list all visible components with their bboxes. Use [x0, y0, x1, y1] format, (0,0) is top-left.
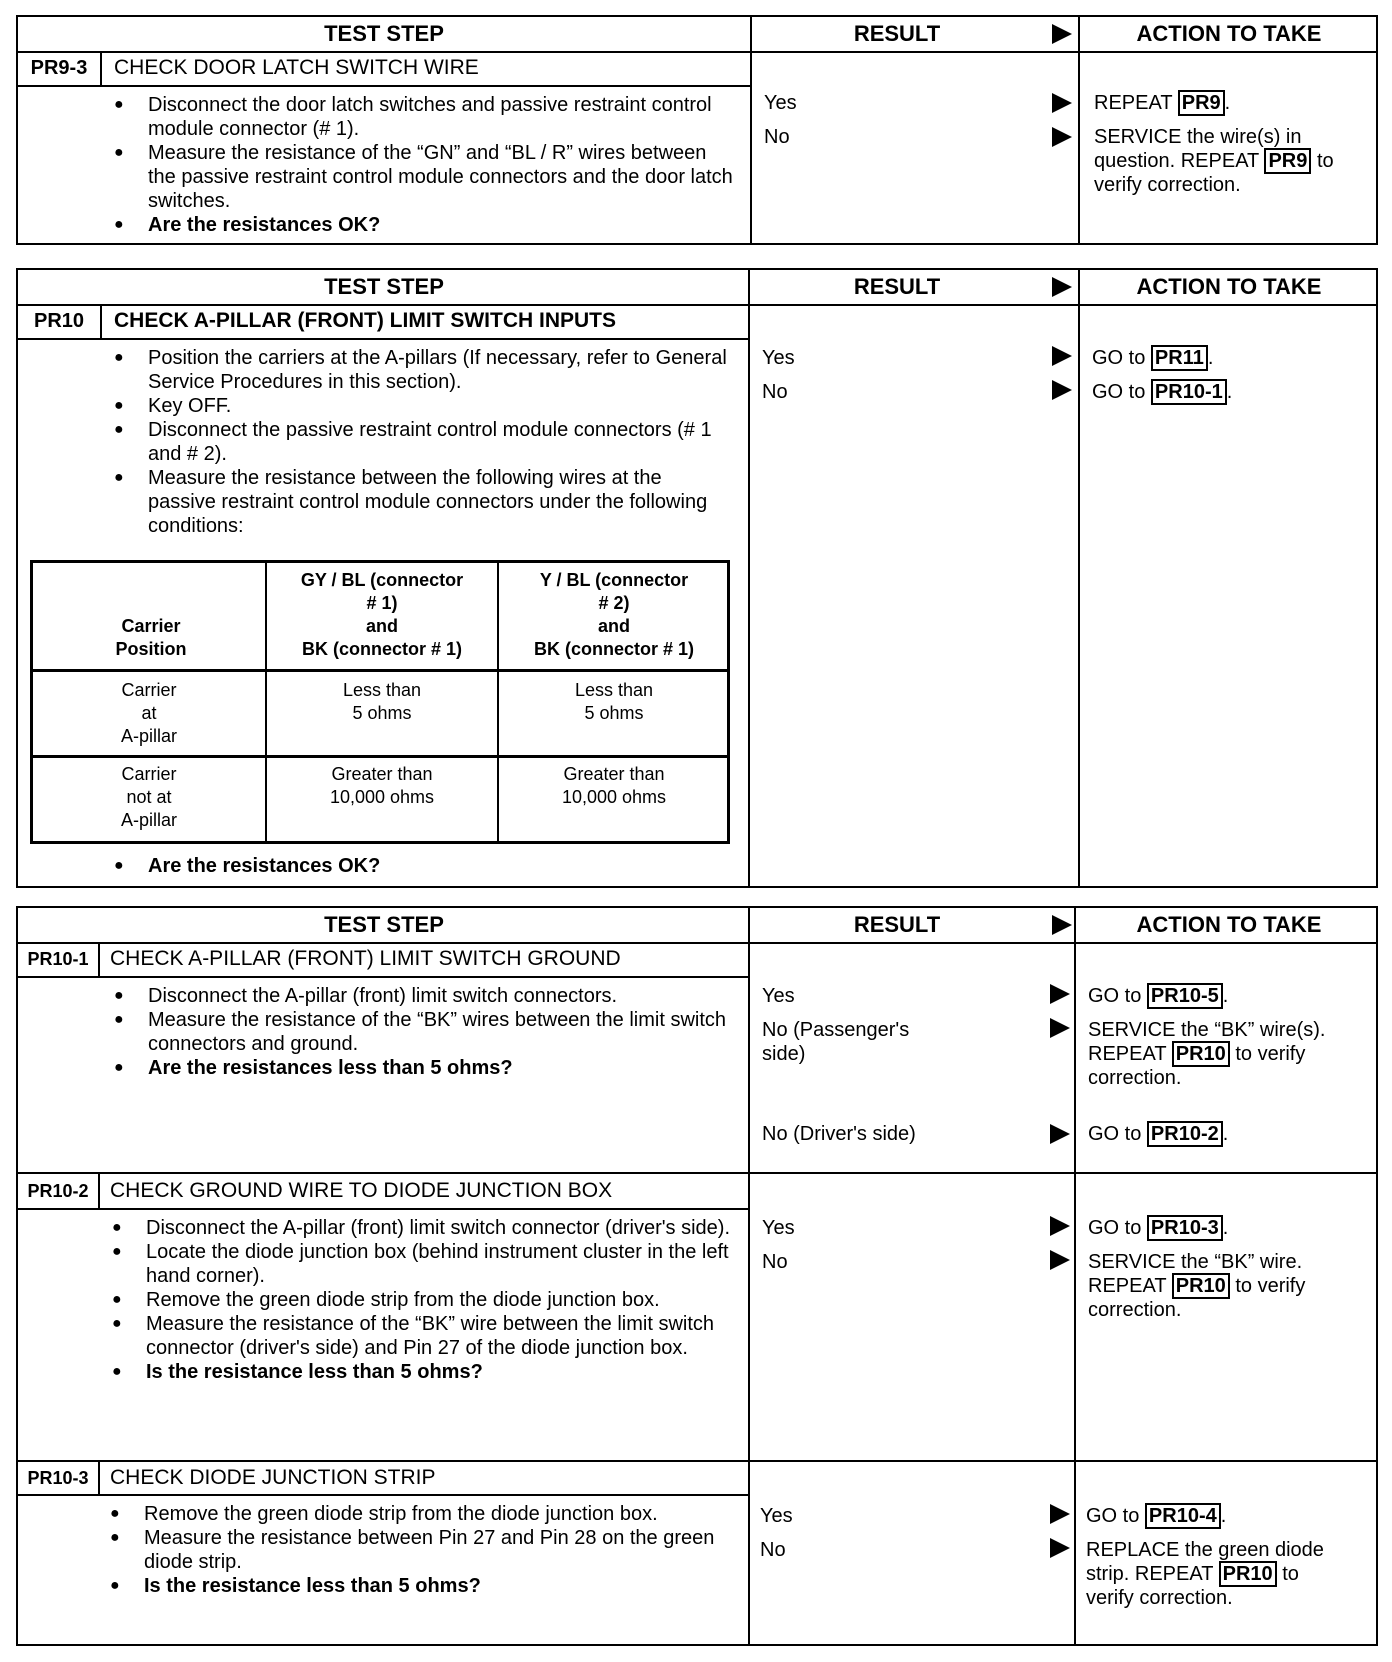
instruction-item: ● Measure the resistance of the “BK” wire between the limit switch connector (driver's side) and Pin 27 of the diode junction box.: [112, 1312, 732, 1360]
action-no-passenger: [1088, 1018, 1358, 1090]
step-id: PR10-1: [27, 949, 89, 969]
header-result: RESULT: [853, 274, 941, 299]
question-item: ● Is the resistance less than 5 ohms?: [110, 1574, 730, 1598]
step-reference: PR10: [1172, 1041, 1230, 1067]
step-reference: PR10-1: [1151, 379, 1227, 405]
step-id: PR10-3: [27, 1468, 89, 1488]
result-no: No: [762, 381, 788, 403]
step-question: [114, 854, 734, 878]
step-reference: PR10: [1219, 1561, 1277, 1587]
action-text: SERVICE the “BK” wire. REPEAT: [1088, 1251, 1303, 1297]
step-reference: PR9: [1178, 90, 1225, 116]
table-cell: [499, 763, 729, 809]
cell-line: Carrier: [121, 764, 177, 784]
result-arrow-icon: [1052, 127, 1072, 147]
test-table-pr10: [16, 268, 1378, 888]
header-line: and: [597, 616, 630, 636]
action-no: [1088, 1250, 1358, 1322]
step-instructions: [114, 93, 734, 237]
action-text: SERVICE the “BK” wire(s). REPEAT: [1088, 1019, 1326, 1065]
cell-line: Less than: [574, 680, 654, 700]
action-text: to verify correction.: [1088, 1275, 1306, 1321]
result-yes: Yes: [762, 1217, 795, 1239]
header-line: GY / BL (connector: [300, 570, 464, 590]
instruction-item: ● Remove the green diode strip from the diode junction box.: [110, 1502, 730, 1526]
divider: [1078, 270, 1080, 886]
question-item: ● Is the resistance less than 5 ohms?: [112, 1360, 732, 1384]
instruction-item: ● Disconnect the passive restraint control module connectors (# 1 and # 2).: [114, 418, 734, 466]
step-title: CHECK A-PILLAR (FRONT) LIMIT SWITCH GROUND: [110, 947, 621, 970]
result-no: No: [760, 1539, 786, 1561]
result-arrow-icon: [1050, 984, 1070, 1004]
header-test-step: TEST STEP: [324, 912, 444, 937]
instruction-item: ● Measure the resistance of the “GN” and “BL / R” wires between the passive restraint control module connectors and the door latch switches.: [114, 141, 734, 213]
cell-line: Greater than: [563, 764, 665, 784]
result-no-driver: No (Driver's side): [762, 1123, 916, 1145]
action-no: GO to PR10-1 .: [1092, 381, 1233, 403]
instruction-item: ● Measure the resistance between the following wires at the passive restraint control module connectors under the following conditions:: [114, 466, 734, 538]
step-reference: PR10-5: [1147, 983, 1223, 1009]
result-arrow-icon: [1050, 1504, 1070, 1524]
cell-line: 10,000 ohms: [561, 787, 667, 807]
header-line: Y / BL (connector: [539, 570, 689, 590]
action-text: .: [1224, 92, 1231, 114]
divider: [748, 270, 750, 886]
step-instructions: [110, 1502, 730, 1598]
divider: [100, 304, 102, 338]
step-id: PR9-3: [30, 57, 88, 79]
table-cell: [499, 679, 729, 725]
header-action: ACTION TO TAKE: [1136, 21, 1322, 46]
instruction-item: ● Disconnect the A-pillar (front) limit switch connector (driver's side).: [112, 1216, 732, 1240]
instruction-item: ● Disconnect the A-pillar (front) limit switch connectors.: [114, 984, 734, 1008]
header-line: and: [365, 616, 398, 636]
divider: [98, 942, 100, 976]
instruction-item: ● Measure the resistance between Pin 27 and Pin 28 on the green diode strip.: [110, 1526, 730, 1574]
question-item: ● Are the resistances OK?: [114, 854, 734, 878]
cell-line: 5 ohms: [584, 703, 644, 723]
result-arrow-icon: [1052, 24, 1072, 44]
step-reference: PR9: [1264, 148, 1311, 174]
divider: [18, 85, 750, 87]
header-line: # 1): [366, 593, 398, 613]
test-table-pr9-3: [16, 15, 1378, 245]
divider: [100, 51, 102, 85]
divider: [18, 1494, 748, 1496]
step-title: CHECK A-PILLAR (FRONT) LIMIT SWITCH INPUTS: [114, 309, 617, 332]
divider: [748, 908, 750, 1644]
action-text: GO to: [1088, 1123, 1142, 1145]
step-reference: PR10-4: [1145, 1503, 1221, 1529]
step-title: CHECK DIODE JUNCTION STRIP: [110, 1466, 436, 1489]
divider: [750, 17, 752, 243]
divider: [18, 338, 748, 340]
test-table-pr10-1: [16, 906, 1378, 1646]
divider: [18, 1208, 748, 1210]
step-instructions: [114, 346, 734, 538]
action-no: [1086, 1538, 1346, 1610]
divider: [33, 755, 729, 758]
action-yes: GO to PR10-4 .: [1086, 1505, 1227, 1527]
result-yes: Yes: [760, 1505, 793, 1527]
result-yes: Yes: [764, 92, 797, 114]
cell-line: A-pillar: [120, 726, 177, 746]
instruction-item: ● Key OFF.: [114, 394, 734, 418]
step-id: PR10: [33, 310, 85, 332]
action-no-driver: GO to PR10-2 .: [1088, 1123, 1229, 1145]
step-instructions: [114, 984, 734, 1080]
cell-line: Greater than: [331, 764, 433, 784]
header-result: RESULT: [853, 21, 941, 46]
step-reference: PR11: [1151, 345, 1208, 371]
header-line: BK (connector # 1): [533, 639, 695, 659]
step-title: CHECK DOOR LATCH SWITCH WIRE: [114, 56, 479, 79]
action-text: to verify correction.: [1094, 150, 1334, 196]
header-action: ACTION TO TAKE: [1136, 912, 1322, 937]
action-text: to verify correction.: [1086, 1563, 1299, 1609]
action-text: GO to: [1086, 1505, 1140, 1527]
result-arrow-icon: [1052, 915, 1072, 935]
action-text: SERVICE the wire(s) in question. REPEAT: [1094, 126, 1302, 172]
action-yes: GO to PR11 .: [1092, 347, 1214, 369]
step-title: CHECK GROUND WIRE TO DIODE JUNCTION BOX: [110, 1179, 613, 1202]
step-reference: PR10: [1172, 1273, 1230, 1299]
result-arrow-icon: [1050, 1018, 1070, 1038]
cell-line: A-pillar: [120, 810, 177, 830]
action-text: REPEAT: [1094, 92, 1173, 114]
cell-line: 5 ohms: [352, 703, 412, 723]
result-arrow-icon: [1050, 1216, 1070, 1236]
cell-line: 10,000 ohms: [329, 787, 435, 807]
header-test-step: TEST STEP: [324, 274, 444, 299]
step-reference: PR10-3: [1147, 1215, 1223, 1241]
divider: [18, 976, 748, 978]
action-no: [1094, 125, 1364, 197]
result-arrow-icon: [1050, 1250, 1070, 1270]
divider: [98, 1462, 100, 1494]
result-no-passenger: No (Passenger's side): [762, 1019, 910, 1065]
divider: [33, 669, 729, 672]
header-test-step: TEST STEP: [324, 21, 444, 46]
instruction-item: ● Remove the green diode strip from the diode junction box.: [112, 1288, 732, 1312]
result-arrow-icon: [1052, 380, 1072, 400]
table-cell: [267, 763, 497, 809]
table-header-row: [18, 270, 1376, 306]
action-yes: GO to PR10-3 .: [1088, 1217, 1229, 1239]
action-text: GO to: [1088, 1217, 1142, 1239]
step-reference: PR10-2: [1147, 1121, 1223, 1147]
header-action: ACTION TO TAKE: [1136, 274, 1322, 299]
cell-line: Carrier: [121, 680, 177, 700]
table-cell: [267, 679, 497, 725]
result-arrow-icon: [1050, 1538, 1070, 1558]
result-arrow-icon: [1050, 1124, 1070, 1144]
action-text: GO to: [1092, 347, 1146, 369]
question-item: ● Are the resistances OK?: [114, 213, 734, 237]
action-yes: GO to PR10-5 .: [1088, 985, 1229, 1007]
action-text: GO to: [1088, 985, 1142, 1007]
instruction-item: ● Locate the diode junction box (behind instrument cluster in the left hand corner).: [112, 1240, 732, 1288]
cell-line: at: [141, 703, 157, 723]
result-no: No: [762, 1251, 788, 1273]
divider: [1074, 908, 1076, 1644]
result-arrow-icon: [1052, 277, 1072, 297]
result-yes: Yes: [762, 985, 795, 1007]
table-header-row: [18, 17, 1376, 53]
table-header-row: [18, 908, 1376, 944]
action-text: to verify correction.: [1088, 1043, 1306, 1089]
table-cell: [33, 763, 265, 832]
cell-line: Less than: [342, 680, 422, 700]
divider: [1078, 17, 1080, 243]
header-result: RESULT: [853, 912, 941, 937]
header-line: # 2): [598, 593, 630, 613]
step-id: PR10-2: [27, 1181, 89, 1201]
question-item: ● Are the resistances less than 5 ohms?: [114, 1056, 734, 1080]
result-arrow-icon: [1052, 93, 1072, 113]
action-yes: [1094, 91, 1364, 115]
column-header: [267, 569, 497, 661]
instruction-item: ● Disconnect the door latch switches and passive restraint control module connector (# 1).: [114, 93, 734, 141]
resistance-conditions-table: [30, 560, 730, 844]
result-arrow-icon: [1052, 346, 1072, 366]
result-yes: Yes: [762, 347, 795, 369]
instruction-item: ● Position the carriers at the A-pillars (If necessary, refer to General Service Procedures in this section).: [114, 346, 734, 394]
column-header: [499, 569, 729, 661]
action-text: GO to: [1092, 381, 1146, 403]
result-no: No: [764, 126, 790, 148]
table-cell: [33, 679, 265, 748]
header-line: BK (connector # 1): [301, 639, 463, 659]
instruction-item: ● Measure the resistance of the “BK” wires between the limit switch connectors and ground.: [114, 1008, 734, 1056]
column-header: Carrier Position: [115, 616, 187, 659]
action-text: REPLACE the green diode strip. REPEAT: [1086, 1539, 1324, 1585]
cell-line: not at: [126, 787, 172, 807]
divider: [98, 1174, 100, 1208]
step-instructions: [112, 1216, 732, 1384]
